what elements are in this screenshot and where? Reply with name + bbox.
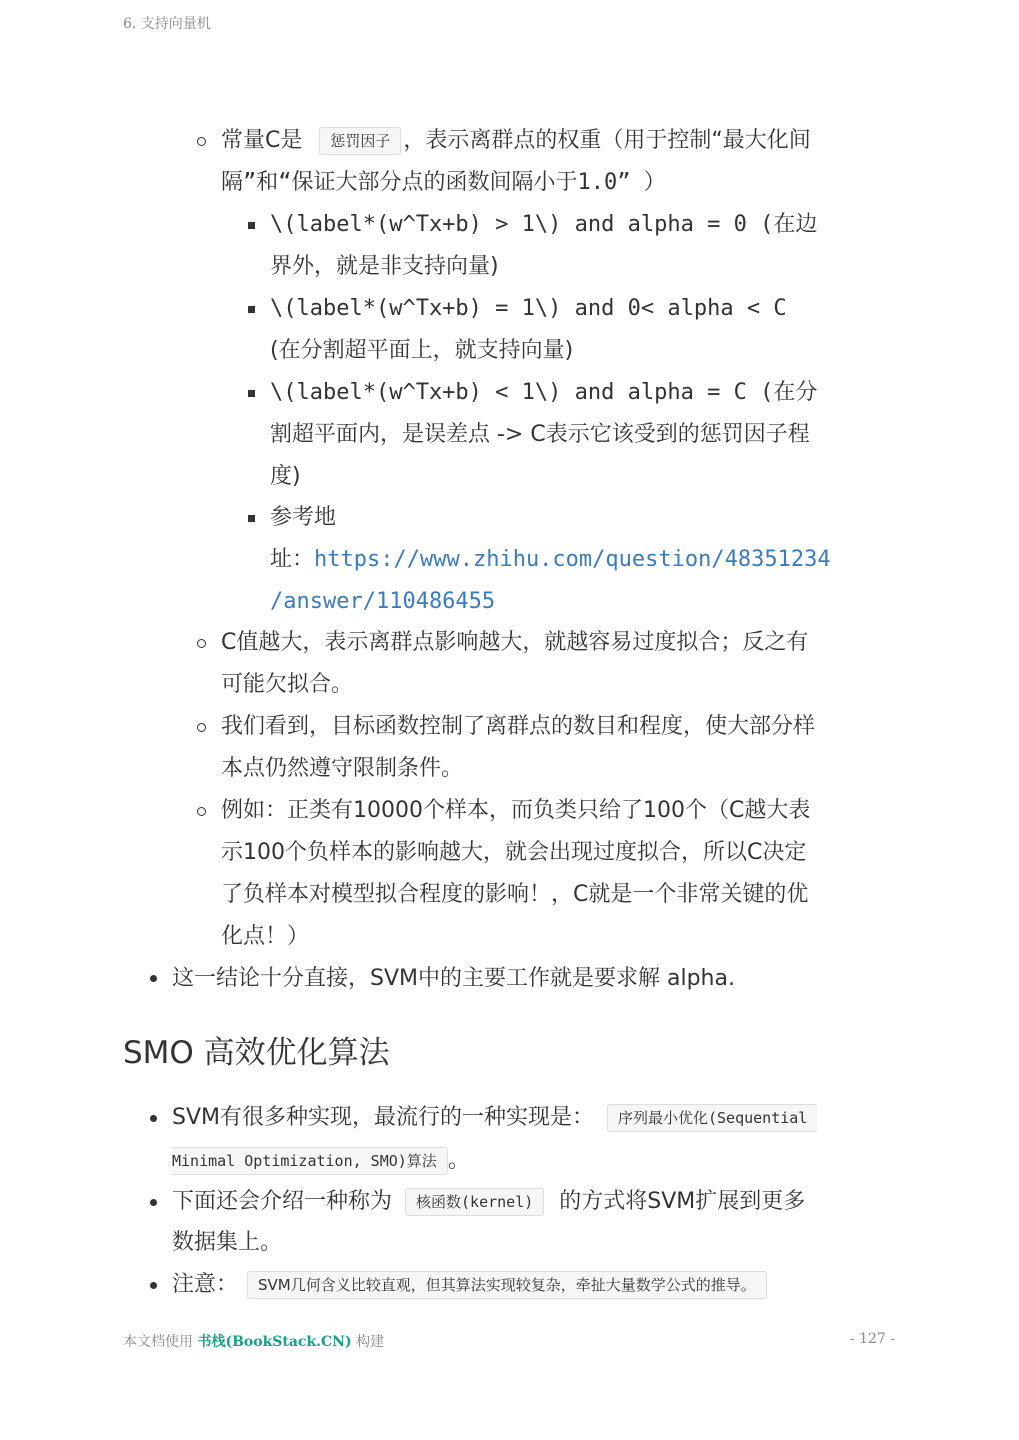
- example-line3: 了负样本对模型拟合程度的影响！，C就是一个非常关键的优: [221, 882, 809, 907]
- we-see-line2: 本点仍然遵守限制条件。: [221, 756, 464, 781]
- reference-link-part2[interactable]: /answer/110486455: [270, 589, 496, 614]
- footer-prefix: 本文档使用: [123, 1334, 193, 1350]
- reference-prefix: 址：: [270, 547, 315, 572]
- smo-item1-line1: [172, 1103, 817, 1133]
- smo-code-part1: 序列最小优化(Sequential: [607, 1104, 817, 1132]
- smo-item2-suffix: 的方式将SVM扩展到更多: [559, 1189, 806, 1214]
- c-item-line1-rest: ，表示离群点的权重（用于控制“最大化间: [403, 128, 811, 153]
- running-header-chapter: 6. 支持向量机: [123, 16, 211, 32]
- c-large-line2: 可能欠拟合。: [221, 672, 354, 697]
- smo-item3-line1: [172, 1270, 767, 1300]
- conclusion-text: 这一结论十分直接，SVM中的主要工作就是要求解 alpha.: [172, 966, 735, 991]
- reference-link-part1[interactable]: https://www.zhihu.com/question/48351234: [314, 547, 831, 572]
- sub3-line3: 度): [270, 464, 301, 489]
- footer-credit: [123, 1331, 384, 1351]
- square-bullet-icon: [248, 306, 255, 313]
- smo-code-part2: Minimal Optimization, SMO)算法: [172, 1147, 448, 1175]
- sub4-line2: [270, 545, 831, 575]
- sub2-line2: (在分割超平面上，就支持向量): [270, 338, 574, 363]
- example-line1: 例如：正类有10000个样本，而负类只给了100个（C越大表: [221, 798, 811, 823]
- footer-brand-link[interactable]: 书栈(BookStack.CN): [197, 1334, 352, 1350]
- note-code: SVM几何含义比较直观，但其算法实现较复杂，牵扯大量数学公式的推导。: [247, 1271, 767, 1299]
- sub4-line1: 参考地: [270, 505, 337, 530]
- sub1-line1: \(label*(w^Tx+b) > 1\) and alpha = 0 (在边: [270, 212, 818, 237]
- square-bullet-icon: [248, 390, 255, 397]
- c-item-line2: 隔”和“保证大部分点的函数间隔小于1.0” ）: [221, 170, 666, 195]
- sub2-line1: \(label*(w^Tx+b) = 1\) and 0< alpha < C: [270, 296, 787, 321]
- square-bullet-icon: [248, 222, 255, 229]
- c-item-line1: [221, 126, 811, 156]
- smo-item1-suffix: 。: [447, 1148, 470, 1173]
- sub1-line2: 界外，就是非支持向量): [270, 254, 499, 279]
- smo-item1-prefix: SVM有很多种实现，最流行的一种实现是：: [172, 1105, 594, 1130]
- smo-item2-prefix: 下面还会介绍一种称为: [172, 1189, 393, 1214]
- disc-bullet-icon: [150, 1282, 157, 1289]
- hollow-bullet-icon: [197, 723, 206, 732]
- page-number: - 127 -: [849, 1331, 895, 1347]
- example-line2: 示100个负样本的影响越大，就会出现过度拟合，所以C决定: [221, 840, 807, 865]
- example-line4: 化点！）: [221, 924, 310, 949]
- sub3-line1: \(label*(w^Tx+b) < 1\) and alpha = C (在分: [270, 380, 818, 405]
- square-bullet-icon: [248, 515, 255, 522]
- smo-item1-line2: [172, 1146, 470, 1176]
- smo-item3-prefix: 注意：: [172, 1272, 239, 1297]
- kernel-code: 核函数(kernel): [405, 1188, 544, 1216]
- footer-suffix: 构建: [356, 1334, 385, 1350]
- disc-bullet-icon: [150, 1115, 157, 1122]
- penalty-factor-code: 惩罚因子: [319, 127, 401, 155]
- hollow-bullet-icon: [197, 137, 206, 146]
- smo-item2-line2: 数据集上。: [172, 1230, 283, 1255]
- sub3-line2: 割超平面内，是误差点 -> C表示它该受到的惩罚因子程: [270, 422, 810, 447]
- disc-bullet-icon: [150, 1199, 157, 1206]
- hollow-bullet-icon: [197, 807, 206, 816]
- hollow-bullet-icon: [197, 639, 206, 648]
- disc-bullet-icon: [150, 975, 157, 982]
- c-large-line1: C值越大，表示离群点影响越大，就越容易过度拟合；反之有: [221, 630, 809, 655]
- we-see-line1: 我们看到，目标函数控制了离群点的数目和程度，使大部分样: [221, 714, 816, 739]
- c-item-prefix: 常量C是: [221, 128, 303, 153]
- section-heading-smo: SMO 高效优化算法: [123, 1035, 390, 1071]
- smo-item2-line1: [172, 1187, 805, 1217]
